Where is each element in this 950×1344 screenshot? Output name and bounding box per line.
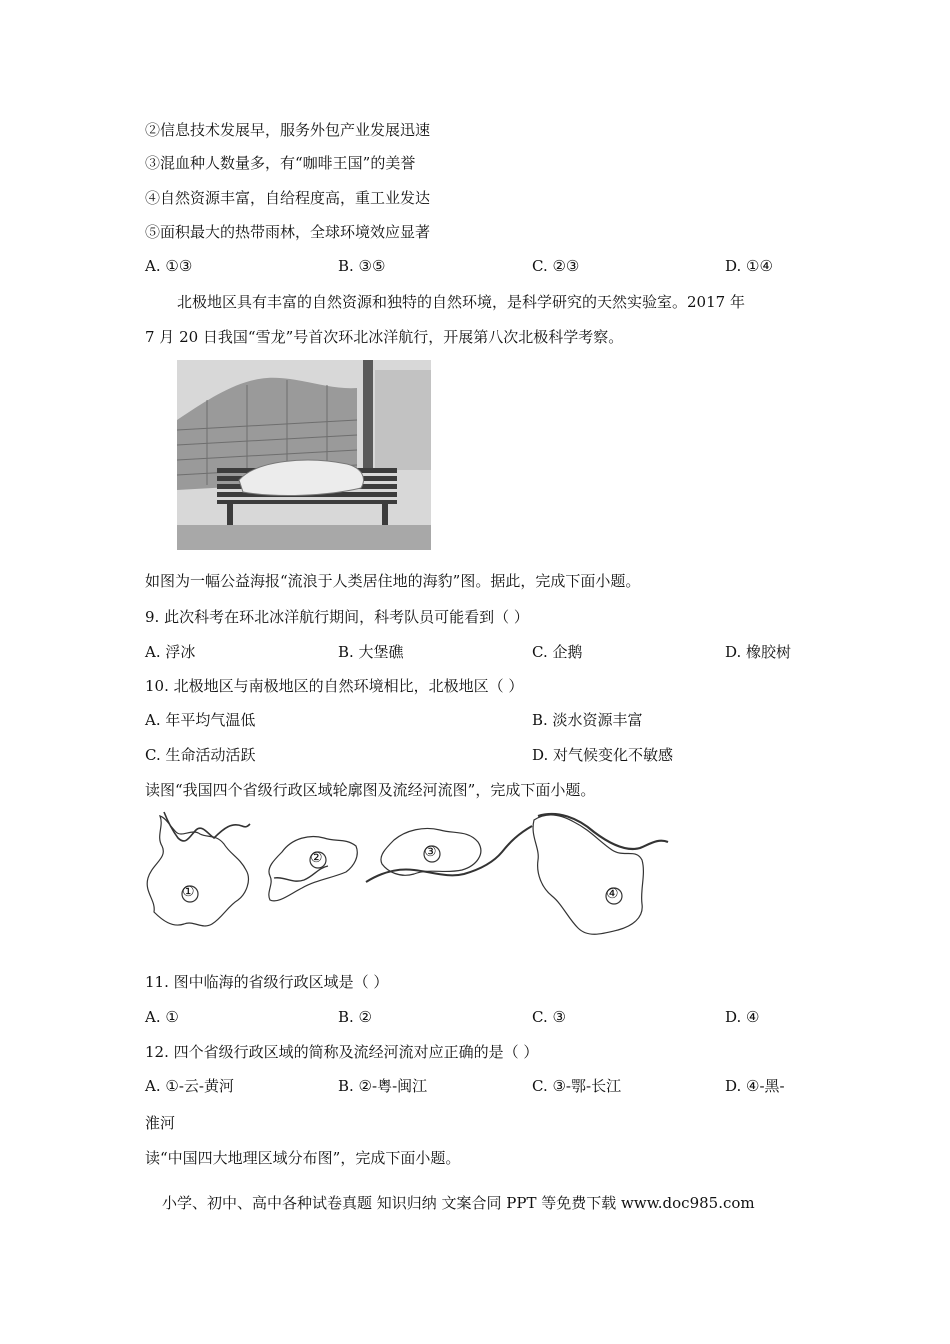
arctic-intro-line-2: 7 月 20 日我国“雪龙”号首次环北冰洋航行，开展第八次北极科学考察。 [145, 328, 624, 346]
province-1-label: ① [182, 884, 195, 900]
q10-option-c: C. 生命活动活跃 [145, 746, 256, 764]
q11-option-d: D. ④ [725, 1008, 760, 1026]
province-2-label: ② [310, 850, 323, 866]
q9-stem: 9. 此次科考在环北冰洋航行期间，科考队员可能看到（ ） [145, 608, 529, 626]
item-3: ③混血种人数量多，有“咖啡王国”的美誉 [145, 154, 416, 172]
q10-stem: 10. 北极地区与南极地区的自然环境相比，北极地区（ ） [145, 677, 524, 695]
q12-option-b: B. ②-粤-闽江 [338, 1077, 428, 1095]
q8-option-b: B. ③⑤ [338, 257, 386, 275]
province-4-outline [533, 815, 643, 934]
arctic-intro-line-1: 北极地区具有丰富的自然资源和独特的自然环境，是科学研究的天然实验室。2017 年 [177, 293, 745, 311]
q12-option-d: D. ④-黑- [725, 1077, 785, 1095]
q10-option-a: A. 年平均气温低 [145, 711, 256, 729]
q9-option-a: A. 浮冰 [145, 643, 196, 661]
item-2: ②信息技术发展早，服务外包产业发展迅速 [145, 121, 431, 139]
map-intro: 读图“我国四个省级行政区域轮廓图及流经河流图”，完成下面小题。 [145, 781, 596, 799]
q11-option-a: A. ① [145, 1008, 179, 1026]
q11-stem: 11. 图中临海的省级行政区域是（ ） [145, 973, 389, 991]
province-3-label: ③ [424, 844, 437, 860]
q8-option-a: A. ①③ [145, 257, 193, 275]
q9-option-d: D. 橡胶树 [725, 643, 792, 661]
q12-option-c: C. ③-鄂-长江 [532, 1077, 622, 1095]
region-intro: 读“中国四大地理区域分布图”，完成下面小题。 [145, 1149, 461, 1167]
q10-option-d: D. 对气候变化不敏感 [532, 746, 674, 764]
footer-text: 小学、初中、高中各种试卷真题 知识归纳 文案合同 PPT 等免费下载 www.doc985.com [162, 1194, 755, 1212]
q9-option-b: B. 大堡礁 [338, 643, 404, 661]
item-5: ⑤面积最大的热带雨林，全球环境效应显著 [145, 223, 431, 241]
q12-stem: 12. 四个省级行政区域的简称及流经河流对应正确的是（ ） [145, 1043, 539, 1061]
province-outline-maps [142, 808, 682, 944]
seal-poster-photo [177, 360, 431, 550]
province-4-label: ④ [606, 886, 619, 902]
province-3-river [366, 826, 532, 882]
q12-option-a: A. ①-云-黄河 [145, 1077, 234, 1095]
province-1-river [164, 812, 250, 841]
q12-option-d-wrap: 淮河 [145, 1114, 176, 1132]
item-4: ④自然资源丰富，自给程度高，重工业发达 [145, 189, 431, 207]
province-2-outline [269, 837, 357, 901]
province-1-outline [147, 816, 248, 926]
poster-caption: 如图为一幅公益海报“流浪于人类居住地的海豹”图。据此，完成下面小题。 [145, 572, 641, 590]
q8-option-d: D. ①④ [725, 257, 773, 275]
q9-option-c: C. 企鹅 [532, 643, 583, 661]
q11-option-b: B. ② [338, 1008, 373, 1026]
q11-option-c: C. ③ [532, 1008, 566, 1026]
q10-option-b: B. 淡水资源丰富 [532, 711, 643, 729]
q8-option-c: C. ②③ [532, 257, 580, 275]
